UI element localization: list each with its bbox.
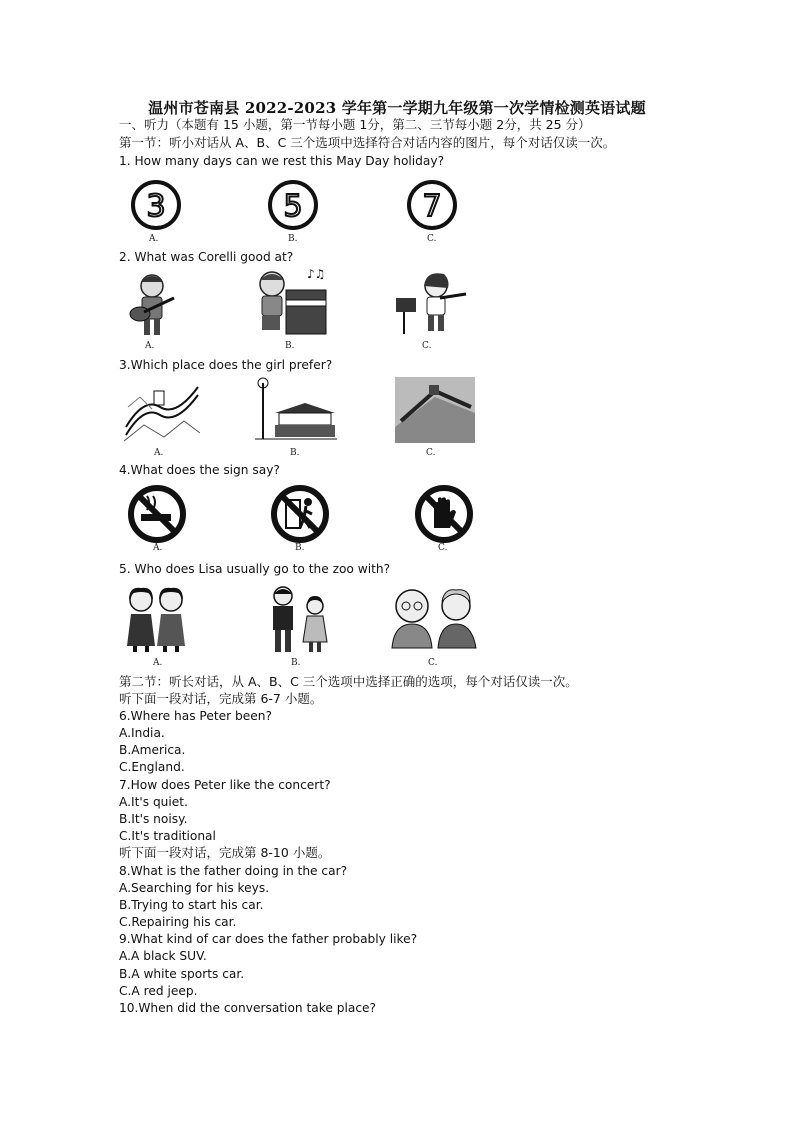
- no-entry-icon: [268, 484, 332, 544]
- option-9a: A.A black SUV.: [119, 949, 207, 963]
- no-touching-icon: [412, 484, 476, 544]
- question-1: 1. How many days can we rest this May Day holiday?: [119, 154, 445, 168]
- option-label: C.: [427, 234, 437, 244]
- question-9: 9.What kind of car does the father probably like?: [119, 932, 418, 946]
- svg-text:5: 5: [283, 189, 303, 224]
- parents-icon: [265, 584, 335, 654]
- option-8c: C.Repairing his car.: [119, 915, 237, 929]
- part2-instruction: 第二节：听长对话，从 A、B、C 三个选项中选择正确的选项，每个对话仅读一次。: [119, 674, 578, 689]
- exam-title: 温州市苍南县 2022-2023 学年第一学期九年级第一次学情检测英语试题: [148, 99, 646, 117]
- question-3: 3.Which place does the girl prefer?: [119, 358, 333, 372]
- option-label: B.: [295, 543, 305, 553]
- boy-guitar-icon: [122, 268, 182, 338]
- question-10: 10.When did the conversation take place?: [119, 1001, 377, 1015]
- no-smoking-icon: [125, 484, 189, 544]
- option-6c: C.England.: [119, 760, 185, 774]
- svg-text:3: 3: [146, 189, 166, 224]
- option-label: B.: [291, 658, 301, 668]
- number-3-icon: [126, 180, 186, 230]
- wall-aerial-icon: [395, 377, 475, 443]
- option-label: A.: [153, 658, 163, 668]
- option-7a: A.It's quiet.: [119, 795, 188, 809]
- listen-instruction-6-7: 听下面一段对话，完成第 6-7 小题。: [119, 691, 323, 706]
- question-4: 4.What does the sign say?: [119, 463, 280, 477]
- option-label: A.: [145, 341, 155, 351]
- listen-instruction-8-10: 听下面一段对话，完成第 8-10 小题。: [119, 845, 331, 860]
- option-7b: B.It's noisy.: [119, 812, 188, 826]
- option-label: C.: [438, 543, 448, 553]
- boy-piano-icon: [252, 266, 328, 338]
- svg-text:♪♫: ♪♫: [307, 267, 326, 281]
- option-label: B.: [285, 341, 295, 351]
- number-7-icon: [402, 180, 462, 230]
- option-label: A.: [149, 234, 159, 244]
- option-label: A.: [154, 448, 164, 458]
- great-wall-icon: [124, 377, 200, 443]
- option-7c: C.It's traditional: [119, 829, 216, 843]
- two-girls-icon: [121, 584, 191, 654]
- option-label: C.: [428, 658, 438, 668]
- question-2: 2. What was Corelli good at?: [119, 250, 294, 264]
- option-8b: B.Trying to start his car.: [119, 898, 264, 912]
- svg-text:7: 7: [422, 189, 442, 224]
- option-8a: A.Searching for his keys.: [119, 881, 270, 895]
- number-5-icon: [263, 180, 323, 230]
- question-8: 8.What is the father doing in the car?: [119, 864, 348, 878]
- option-label: B.: [288, 234, 298, 244]
- tiananmen-icon: [255, 377, 337, 443]
- option-label: C.: [426, 448, 436, 458]
- option-label: A.: [153, 543, 163, 553]
- section-heading: 一、听力（本题有 15 小题，第一节每小题 1分，第二、三节每小题 2分，共 25 分）: [119, 117, 591, 132]
- girl-violin-icon: [394, 270, 470, 336]
- option-label: B.: [290, 448, 300, 458]
- question-5: 5. Who does Lisa usually go to the zoo with?: [119, 562, 391, 576]
- question-7: 7.How does Peter like the concert?: [119, 778, 331, 792]
- option-6a: A.India.: [119, 726, 165, 740]
- part1-instruction: 第一节：听小对话从 A、B、C 三个选项中选择符合对话内容的图片，每个对话仅读一次。: [119, 135, 616, 150]
- option-6b: B.America.: [119, 743, 186, 757]
- grandparents-icon: [388, 584, 480, 650]
- option-9c: C.A red jeep.: [119, 984, 198, 998]
- question-6: 6.Where has Peter been?: [119, 709, 272, 723]
- option-9b: B.A white sports car.: [119, 967, 245, 981]
- option-label: C.: [422, 341, 432, 351]
